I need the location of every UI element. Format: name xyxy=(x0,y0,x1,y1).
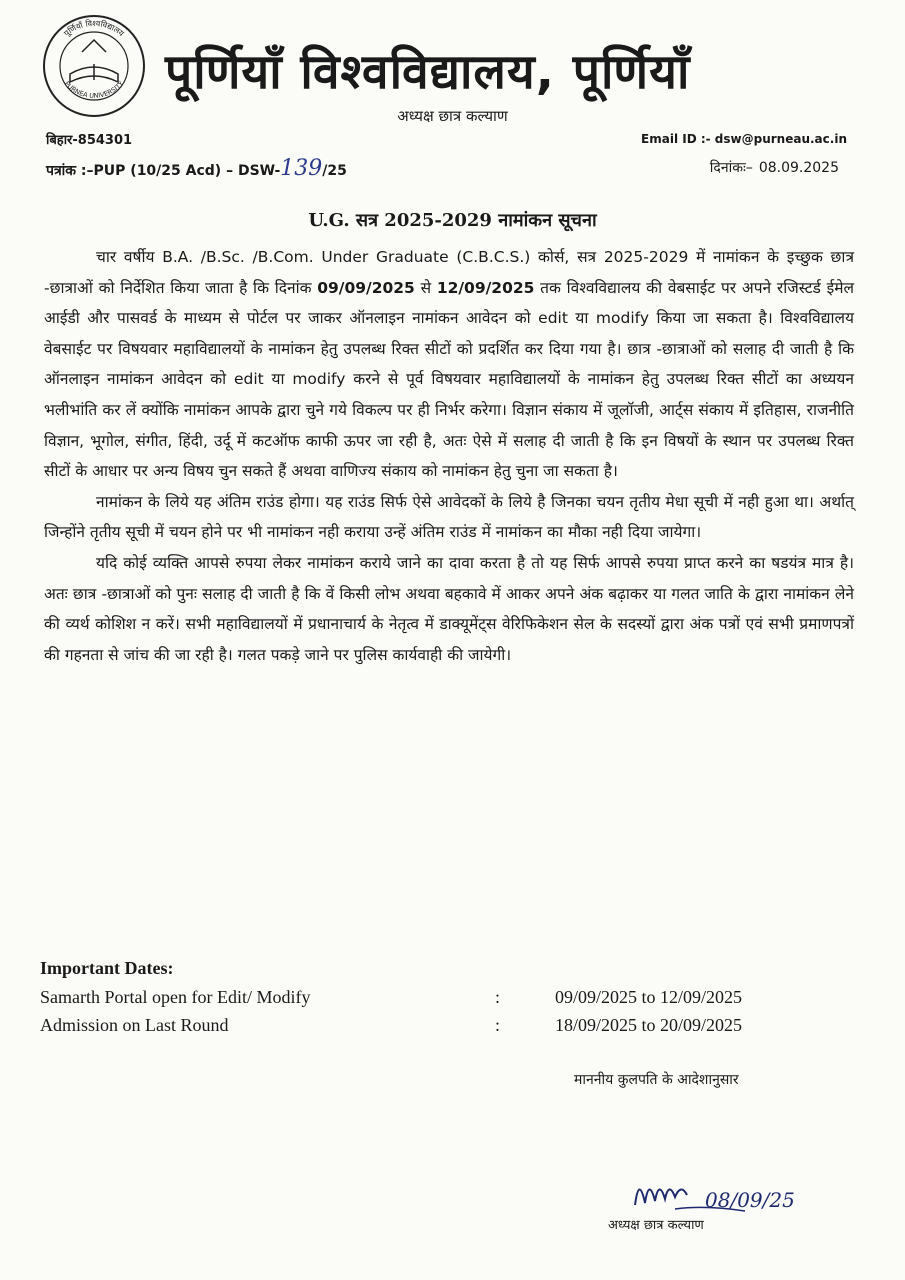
department-name: अध्यक्ष छात्र कल्याण xyxy=(397,107,508,125)
notice-body xyxy=(44,242,854,670)
paragraph-1 xyxy=(44,242,854,487)
notice-title: U.G. सत्र 2025-2029 नामांकन सूचना xyxy=(308,210,597,231)
letter-number-prefix: पत्रांक :–PUP (10/25 Acd) – DSW- xyxy=(46,163,281,179)
order-text: माननीय कुलपति के आदेशानुसार xyxy=(574,1072,739,1088)
date-value: 08.09.2025 xyxy=(758,160,839,176)
paragraph-3: यदि कोई व्यक्ति आपसे रुपया लेकर नामांकन कराये जाने का दावा करता है तो यह सिर्फ आपसे रुपया प्राप्त करने का षडयंत्र मात्र है। अतः छात्र -छात्राओं को पुनः सलाह दी जाती है कि वें किसी लोभ अथवा बहकावे में आकर अपने अंक बढ़ाकर या गलत जाति के द्वारा नामांकन लेने की व्यर्थ कोशिश न करें। सभी महाविद्यालयों में प्रधानाचार्य के नेतृत्व में डाक्यूमेंट्स वेरिफिकेशन सेल के सदस्यों द्वारा अंक पत्रों एवं सभी प्रमाणपत्रों की गहनता से जांच की जा रही है। गलत पकड़े जाने पर पुलिस कार्यवाही की जायेगी। xyxy=(44,553,854,664)
date-label: दिनांकः– xyxy=(709,160,753,176)
date-row-colon: : xyxy=(495,1014,501,1035)
paragraph-1-text-b: से xyxy=(414,278,437,297)
university-logo xyxy=(40,12,148,120)
date-row xyxy=(40,1011,820,1039)
important-dates-heading: Important Dates: xyxy=(40,958,174,978)
paragraph-1-text-a: चार वर्षीय B.A. /B.Sc. /B.Com. Under Graduate (C.B.C.S.) कोर्स, सत्र 2025-2029 में नामांकन के इच्छुक छात्र -छात्राओं को निर्देशित किया जाता है कि दिनांक xyxy=(44,248,854,297)
start-date: 09/09/2025 xyxy=(317,278,415,297)
letter-number xyxy=(46,156,347,181)
paragraph-2: नामांकन के लिये यह अंतिम राउंड होगा। यह राउंड सिर्फ ऐसे आवेदकों के लिये है जिनका चयन तृतीय मेधा सूची में नही हुआ था। अर्थात् जिन्होंने तृतीय सूची में चयन होने पर भी नामांकन नही कराया उन्हें अंतिम राउंड में नामांकन का मौका नही दिया जायेगा। xyxy=(44,492,854,542)
letter-number-handwritten: 139 xyxy=(280,156,323,181)
address: बिहार-854301 xyxy=(46,133,133,148)
signature xyxy=(605,1165,805,1245)
logo-text-top: पूर्णियाँ विश्वविद्यालय xyxy=(62,18,126,39)
date-row xyxy=(40,983,820,1011)
svg-text:PURNEA UNIVERSITY xyxy=(63,80,125,100)
email-address: Email ID :- dsw@purneau.ac.in xyxy=(641,132,847,146)
university-name: पूर्णियाँ विश्वविद्यालय, पूर्णियाँ xyxy=(165,44,691,100)
date-row-value: 18/09/2025 to 20/09/2025 xyxy=(555,1014,743,1035)
signatory-title: अध्यक्ष छात्र कल्याण xyxy=(608,1218,704,1233)
important-dates xyxy=(40,958,820,1039)
paragraph-1-text-c: तक विश्वविद्यालय की वेबसाईट पर अपने रजिस्टर्ड ईमेल आईडी और पासवर्ड के माध्यम से पोर्टल पर जाकर ऑनलाइन नामांकन आवेदन को edit या modify किया जा सकता है। विश्वविद्यालय वेबसाईट पर विषयवार महाविद्यालयों के नामांकन हेतु उपलब्ध रिक्त सीटों को प्रदर्शित कर दिया गया है। छात्र -छात्राओं को सलाह दी जाती है कि ऑनलाइन नामांकन आवेदन को edit या modify करने से पूर्व विषयवार महाविद्यालयों के नामांकन हेतु उपलब्ध रिक्त सीटों का अध्ययन भलीभांति कर लें क्योंकि नामांकन आपके द्वारा चुने गये विकल्प पर ही निर्भर करेगा। विज्ञान संकाय में जूलॉजी, आर्ट्स संकाय में इतिहास, राजनीति विज्ञान, भूगोल, संगीत, हिंदी, उर्दू में कटऑफ काफी ऊपर जा रही है, अतः ऐसे में सलाह दी जाती है कि इन विषयों के स्थान पर उपलब्ध रिक्त सीटों के आधार पर अन्य विषय चुन सकते हैं अथवा वाणिज्य संकाय को नामांकन हेतु चुना जा सकता है। xyxy=(44,278,854,481)
date-row-value: 09/09/2025 to 12/09/2025 xyxy=(555,986,743,1007)
date-row-label: Samarth Portal open for Edit/ Modify xyxy=(40,986,311,1007)
signature-date: 08/09/25 xyxy=(705,1188,795,1212)
date-row-label: Admission on Last Round xyxy=(40,1014,229,1035)
letter-date xyxy=(710,158,839,177)
date-row-colon: : xyxy=(495,986,501,1007)
end-date: 12/09/2025 xyxy=(436,278,535,297)
letter-number-suffix: /25 xyxy=(322,163,347,179)
logo-text-bottom: PURNEA UNIVERSITY xyxy=(62,79,126,100)
